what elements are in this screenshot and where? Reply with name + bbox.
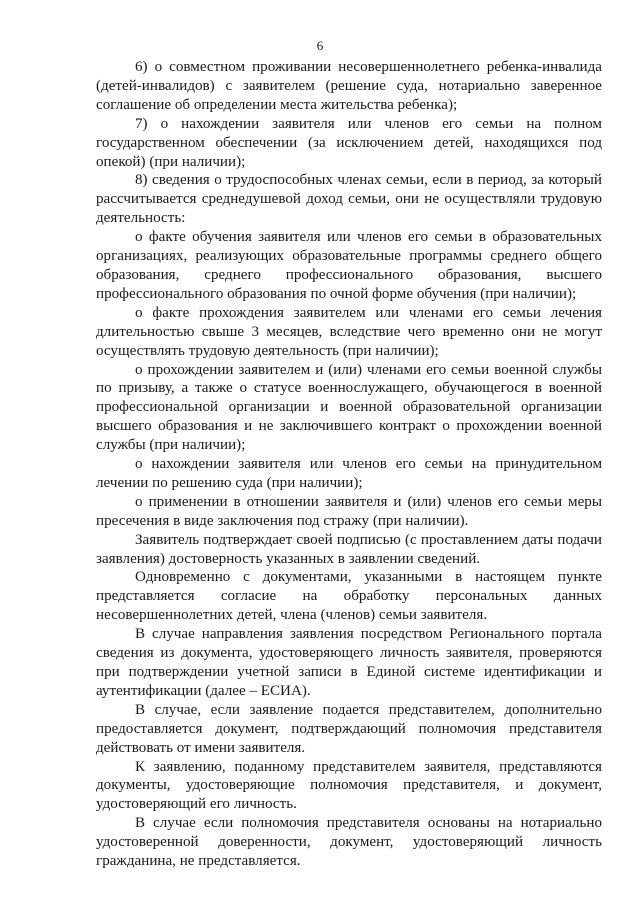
paragraph-signature-confirmation: Заявитель подтверждает своей подписью (с проставлением даты подачи заявления) достоверность указанных в заявлении сведений. (96, 531, 602, 567)
paragraph-item-8: 8) сведения о трудоспособных членах семьи, если в период, за который рассчитывается среднедушевой доход семьи, они не осуществляли трудовую деятельность: (96, 172, 602, 227)
page-number: 6 (316, 38, 324, 53)
paragraph-military-service: о прохождении заявителем и (или) членами его семьи военной службы по призыву, а также о статусе военнослужащего, обучающегося в военной профессиональной организации и военной образовательной организации высшего образования и не заключившего контракт о прохождении военной службы (при наличии); (96, 361, 602, 454)
paragraph-representative-document: В случае, если заявление подается представителем, дополнительно предоставляется документ, подтверждающий полномочия представителя действовать от имени заявителя. (96, 701, 602, 756)
paragraph-item-7: 7) о нахождении заявителя или членов его семьи на полном государственном обеспечении (за исключением детей, находящихся под опекой) (при наличии); (96, 115, 602, 170)
paragraph-custody: о применении в отношении заявителя и (или) членов его семьи меры пресечения в виде заключения под стражу (при наличии). (96, 493, 602, 529)
paragraph-esia: В случае направления заявления посредством Регионального портала сведения из документа, удостоверяющего личность заявителя, проверяются при подтверждении учетной записи в Единой системе идентификации и аутентификации (далее – ЕСИА). (96, 626, 602, 699)
paragraph-compulsory-treatment: о нахождении заявителя или членов его семьи на принудительном лечении по решению суда (при наличии); (96, 456, 602, 491)
document-body (96, 58, 602, 871)
paragraph-notarized-power: В случае если полномочия представителя основаны на нотариально удостоверенной доверенности, документ, удостоверяющий личность гражданина, не представляется. (96, 815, 602, 870)
paragraph-representative-identity: К заявлению, поданному представителем заявителя, представляются документы, удостоверяющие полномочия представителя, и документ, удостоверяющий его личность. (96, 758, 602, 813)
paragraph-education: о факте обучения заявителя или членов его семьи в образовательных организациях, реализующих образовательные программы среднего общего образования, среднего профессионального образования, высшего профессионального образования по очной форме обучения (при наличии); (96, 229, 602, 302)
paragraph-treatment: о факте прохождения заявителем или членами его семьи лечения длительностью свыше 3 месяцев, вследствие чего временно они не могут осуществлять трудовую деятельность (при наличии); (96, 304, 602, 359)
paragraph-item-6: 6) о совместном проживании несовершеннолетнего ребенка-инвалида (детей-инвалидов) с заявителем (решение суда, нотариально заверенное соглашение об определении места жительства ребенка); (96, 59, 602, 113)
paragraph-personal-data-consent: Одновременно с документами, указанными в настоящем пункте представляется согласие на обработку персональных данных несовершеннолетних детей, члена (членов) семьи заявителя. (96, 569, 602, 624)
